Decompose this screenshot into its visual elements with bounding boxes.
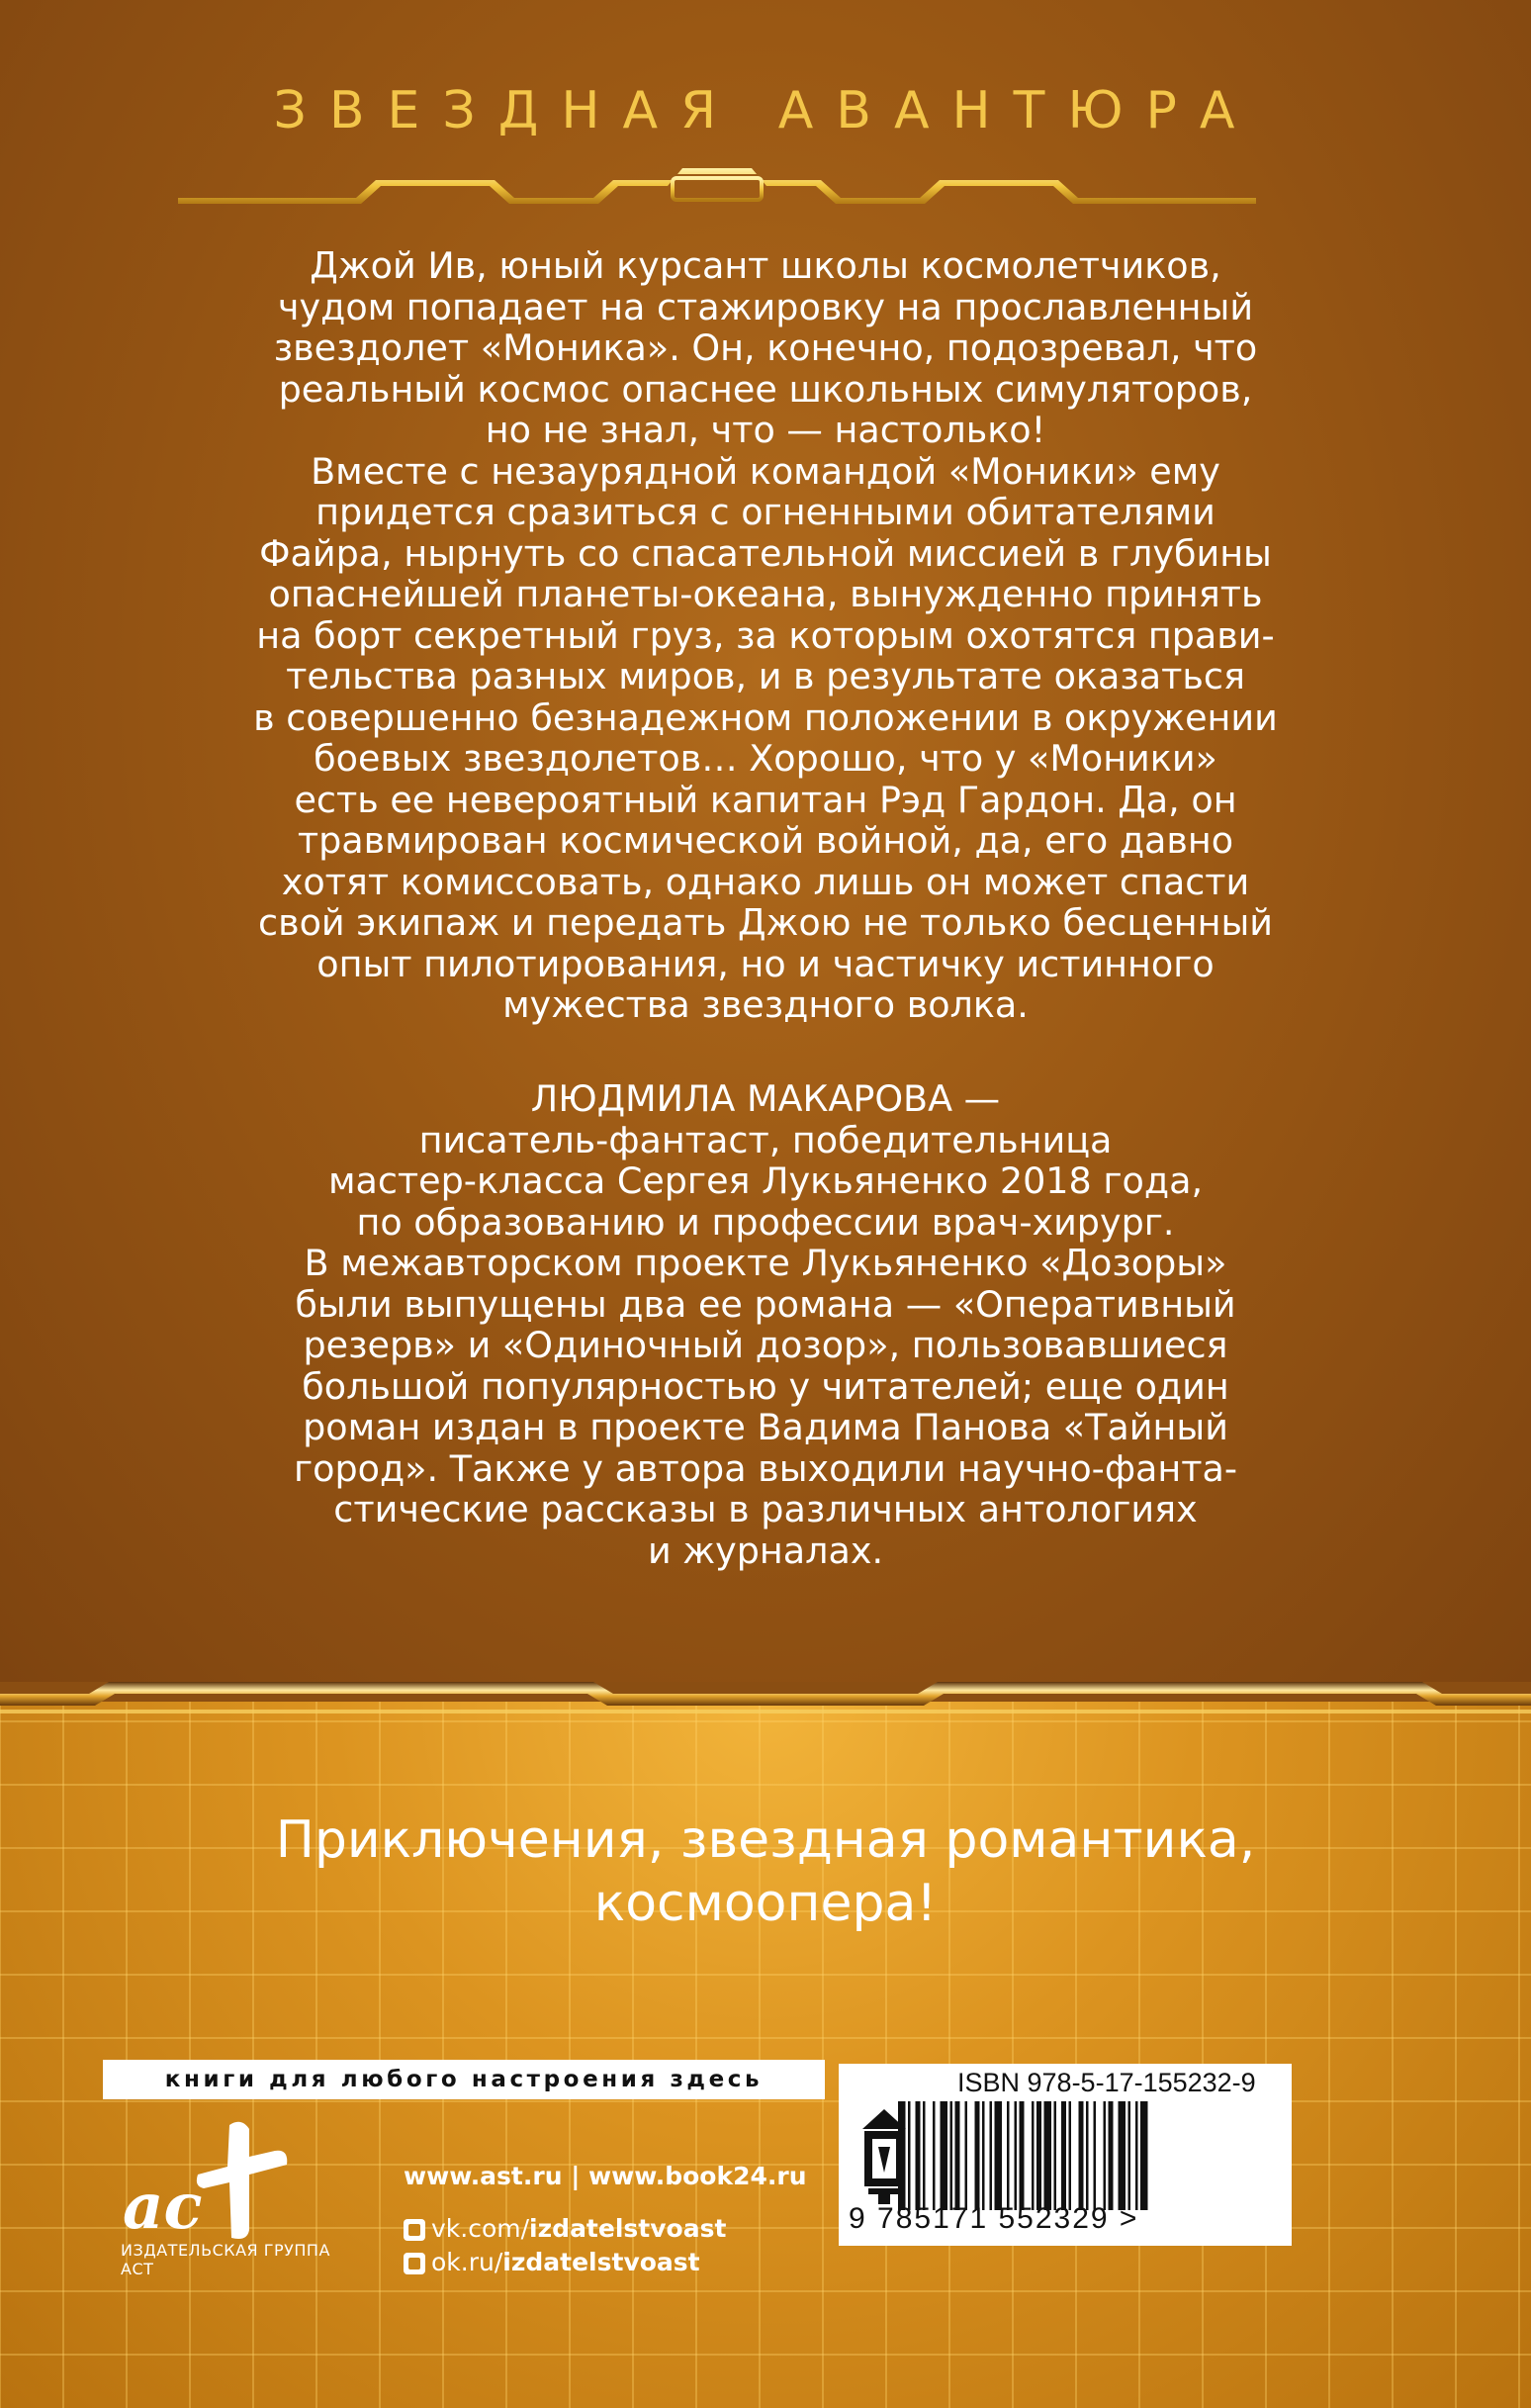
blurb-line: придется сразиться с огненными обитателями bbox=[315, 491, 1216, 533]
ean-digits: 9 785171 552329 > bbox=[849, 2202, 1139, 2235]
ok-prefix: ok.ru/ bbox=[431, 2248, 503, 2276]
blurb-line: опаснейшей планеты-океана, вынужденно принять bbox=[268, 573, 1263, 615]
gold-divider bbox=[0, 1672, 1531, 1721]
blurb-line: боевых звездолетов… Хорошо, что у «Моники» bbox=[314, 737, 1217, 780]
tagline-line: космоопера! bbox=[593, 1874, 938, 1933]
ok-handle: izdatelstvoast bbox=[502, 2248, 700, 2276]
vk-handle: izdatelstvoast bbox=[529, 2214, 727, 2243]
blurb-line: звездолет «Моника». Он, конечно, подозревал, что bbox=[273, 326, 1258, 369]
blurb-line: но не знал, что — настолько! bbox=[485, 409, 1046, 451]
author-line: стические рассказы в различных антологиях bbox=[333, 1488, 1198, 1530]
publisher-name: ИЗДАТЕЛЬСКАЯ ГРУППА АСТ bbox=[121, 2241, 330, 2278]
barcode bbox=[898, 2101, 1218, 2210]
author-line: мастер-класса Сергея Лукьяненко 2018 года, bbox=[327, 1159, 1204, 1202]
svg-text:ac: ac bbox=[123, 2170, 203, 2244]
series-title: ЗВЕЗДНАЯ АВАНТЮРА bbox=[273, 81, 1258, 140]
author-line: по образованию и профессии врач-хирург. bbox=[356, 1200, 1175, 1244]
ok-icon bbox=[404, 2253, 425, 2274]
websites[interactable]: www.ast.ru | www.book24.ru bbox=[404, 2162, 807, 2190]
vk-link[interactable] bbox=[404, 2214, 726, 2243]
blurb-line: хотят комиссовать, однако лишь он может спасти bbox=[281, 860, 1250, 903]
author-line: писатель-фантаст, победительница bbox=[418, 1118, 1113, 1161]
gold-ornament bbox=[178, 158, 1256, 214]
promo-strip: книги для любого настроения здесь bbox=[103, 2060, 825, 2099]
author-bio bbox=[99, 1078, 1432, 1571]
author-line: город». Также у автора выходили научно-фанта- bbox=[293, 1446, 1238, 1490]
isbn: ISBN 978-5-17-155232-9 bbox=[957, 2068, 1256, 2097]
blurb-line: мужества звездного волка. bbox=[502, 983, 1029, 1026]
tagline-line: Приключения, звездная романтика, bbox=[275, 1810, 1256, 1870]
blurb-line: травмирован космической войной, да, его давно bbox=[297, 819, 1234, 862]
book-blurb bbox=[99, 245, 1432, 1026]
blurb-line: опыт пилотирования, но и частичку истинного bbox=[316, 942, 1215, 985]
author-line: были выпущены два ее романа — «Оперативный bbox=[295, 1282, 1236, 1326]
author-line: резерв» и «Одиночный дозор», пользовавшиеся bbox=[303, 1324, 1228, 1366]
blurb-line: тельства разных миров, и в результате оказаться bbox=[286, 655, 1245, 697]
blurb-line: реальный космос опаснее школьных симуляторов, bbox=[278, 367, 1253, 411]
author-line: и журналах. bbox=[647, 1528, 884, 1572]
author-line: роман издан в проекте Вадима Панова «Тайный bbox=[303, 1406, 1228, 1448]
blurb-line: в совершенно безнадежном положении в окружении bbox=[253, 695, 1278, 739]
blurb-line: Вместе с незаурядной командой «Моники» ему bbox=[311, 449, 1220, 493]
vk-prefix: vk.com/ bbox=[431, 2214, 530, 2243]
blurb-line: Файра, нырнуть со спасательной миссией в глубины bbox=[259, 531, 1272, 575]
author-line: большой популярностью у читателей; еще один bbox=[302, 1364, 1229, 1408]
blurb-line: чудом попадает на стажировку на прославленный bbox=[277, 285, 1254, 328]
blurb-line: есть ее невероятный капитан Рэд Гардон. Да, он bbox=[294, 778, 1237, 821]
blurb-line: свой экипаж и передать Джою не только бесценный bbox=[258, 901, 1273, 944]
author-line: ЛЮДМИЛА МАКАРОВА — bbox=[530, 1077, 1001, 1120]
barcode-box bbox=[839, 2064, 1292, 2246]
ok-link[interactable] bbox=[404, 2248, 700, 2276]
author-line: В межавторском проекте Лукьяненко «Дозоры» bbox=[304, 1242, 1227, 1284]
tagline bbox=[0, 1808, 1531, 1935]
ast-logo bbox=[119, 2117, 307, 2246]
vk-icon bbox=[404, 2219, 425, 2241]
blurb-line: Джой Ив, юный курсант школы космолетчиков, bbox=[310, 244, 1221, 287]
blurb-line: на борт секретный груз, за которым охотятся прави- bbox=[256, 613, 1275, 657]
